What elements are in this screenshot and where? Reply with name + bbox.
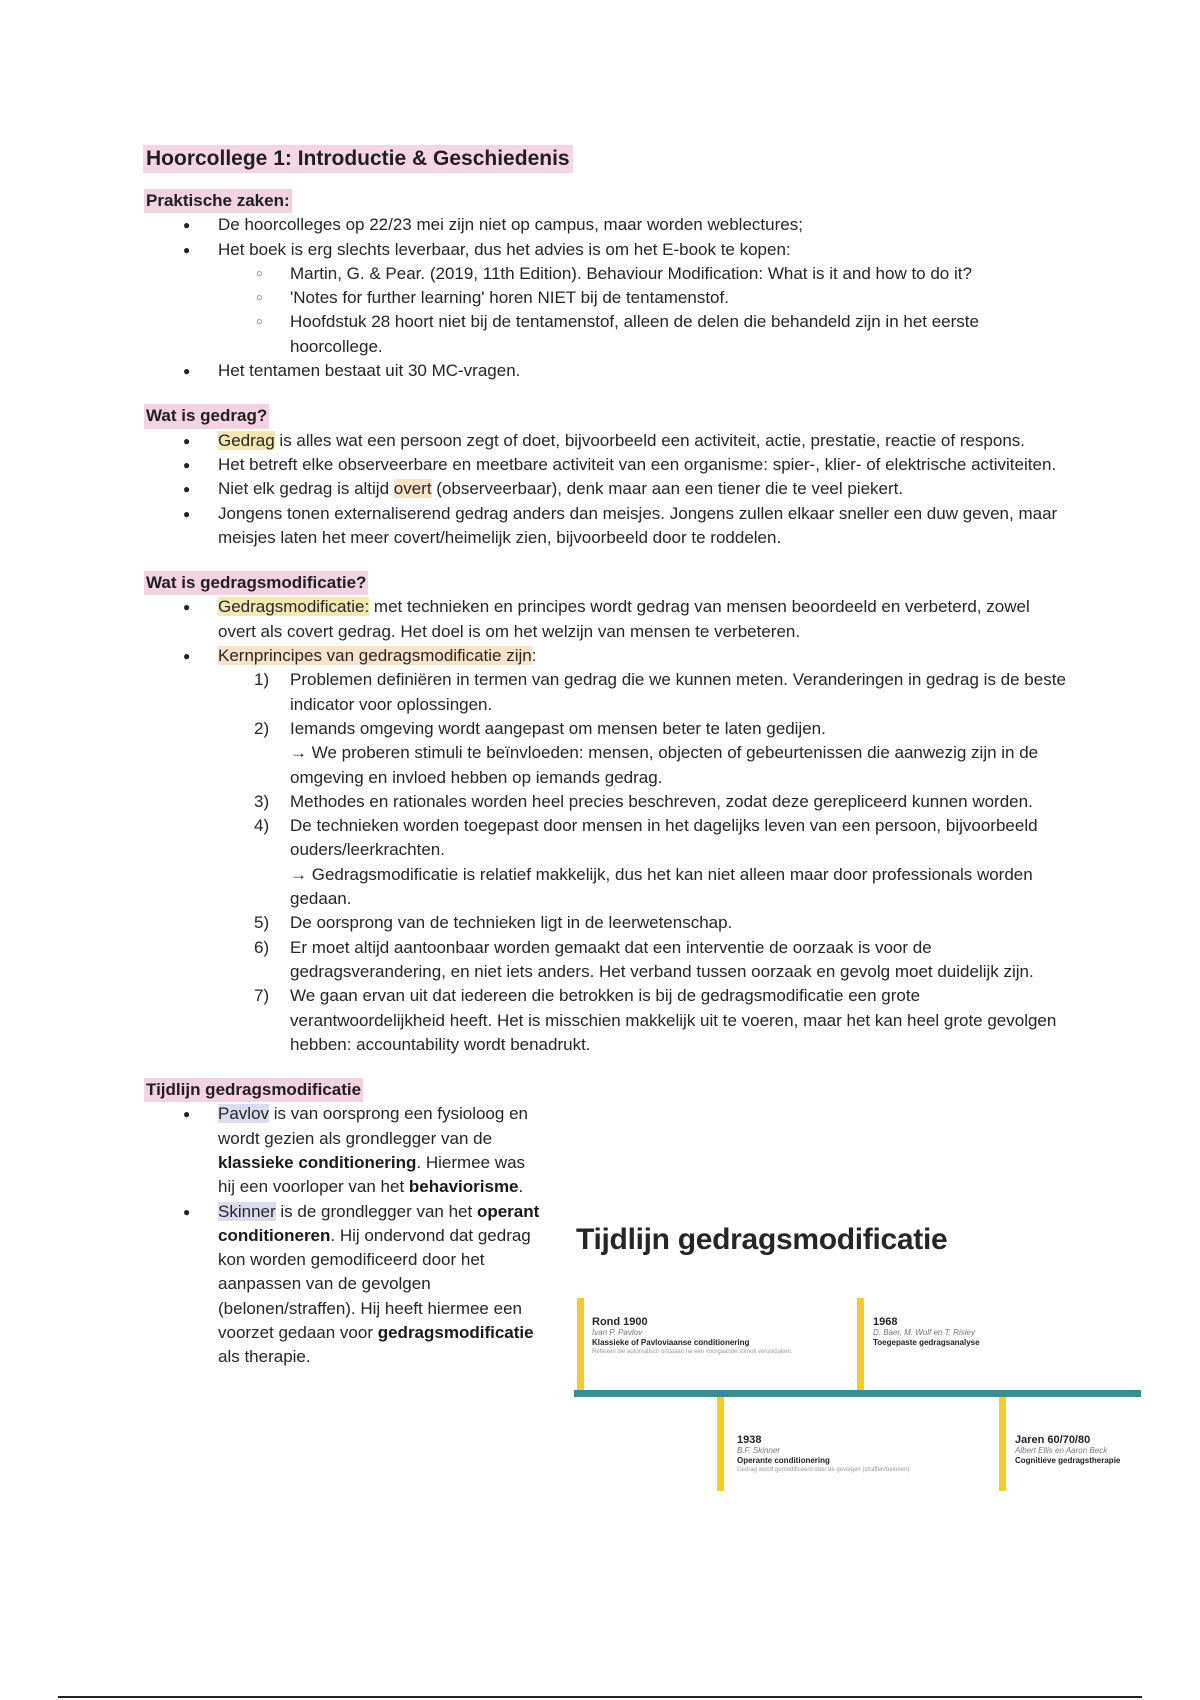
page-title: Hoorcollege 1: Introductie & Geschiedenis	[146, 145, 1066, 173]
list-item: ● Gedrag is alles wat een persoon zegt of doet, bijvoorbeeld een activiteit, actie, prestatie, reactie of respons.	[146, 429, 1066, 453]
list-item: ● Kernprincipes van gedragsmodificatie zijn:	[146, 644, 1066, 668]
highlighted-term: Skinner	[218, 1201, 276, 1221]
list-item: ● Niet elk gedrag is altijd overt (observeerbaar), denk maar aan een tiener die te veel piekert.	[146, 477, 1066, 501]
footer-divider	[58, 1696, 1142, 1698]
numbered-item: 2) Iemands omgeving wordt aangepast om mensen beter te laten gedijen. → We proberen stimuli te beïnvloeden: mensen, objecten of gebeurtenissen die aanwezig zijn in de omgeving en invloed hebben op iemands gedrag.	[254, 718, 1039, 787]
highlighted-term: Gedrag	[218, 430, 275, 450]
list-item: ● De hoorcolleges op 22/23 mei zijn niet op campus, maar worden weblectures;	[146, 213, 1066, 237]
timeline-title: Tijdlijn gedragsmodificatie	[576, 1223, 948, 1256]
section-praktische-zaken	[146, 189, 1066, 383]
timeline-figure	[574, 1222, 1144, 1492]
numbered-list	[146, 668, 1066, 1057]
list-item: ● Gedragsmodificatie: met technieken en principes wordt gedrag van mensen beoordeeld en verbeterd, zowel overt als covert gedrag. Het doel is om het welzijn van mensen te verbeteren.	[146, 595, 1066, 644]
numbered-item: 3) Methodes en rationales worden heel precies beschreven, zodat deze gerepliceerd kunnen worden.	[254, 791, 1033, 811]
sub-list-item: ○ Martin, G. & Pear. (2019, 11th Edition). Behaviour Modification: What is it and how to do it?	[146, 262, 1066, 286]
list-item: ● Het tentamen bestaat uit 30 MC-vragen.	[146, 359, 1066, 383]
list-item: ● Jongens tonen externaliserend gedrag anders dan meisjes. Jongens zullen elkaar sneller een duw geven, maar meisjes laten het meer covert/heimelijk zien, bijvoorbeeld door te roddelen.	[146, 502, 1066, 551]
timeline-event-1900: Rond 1900 Ivan P. Pavlov Klassieke of Pavloviaanse conditionering Reflexen die automatisch ontstaan na een voorgaande stimuli veroorzaken.	[592, 1316, 793, 1355]
sub-list-item: ○ Hoofdstuk 28 hoort niet bij de tentamenstof, alleen de delen die behandeld zijn in het eerste hoorcollege.	[146, 310, 1066, 359]
section-heading: Wat is gedragsmodificatie?	[144, 571, 368, 595]
timeline-event-1968: 1968 D. Baer, M. Wolf en T. Risley Toegepaste gedragsanalyse	[873, 1316, 980, 1347]
highlighted-term: Kernprincipes van gedragsmodificatie zijn	[218, 646, 532, 666]
section-heading: Tijdlijn gedragsmodificatie	[144, 1078, 363, 1102]
timeline-event-1938: 1938 B.F. Skinner Operante conditionering Gedrag wordt gemodificeerd door de gevolgen (straffen/belonen).	[737, 1434, 911, 1473]
section-heading: Wat is gedrag?	[144, 404, 269, 428]
timeline-stem-1938	[717, 1397, 724, 1491]
numbered-item: 5) De oorsprong van de technieken ligt in de leerwetenschap.	[254, 913, 733, 933]
highlighted-term: overt	[393, 479, 432, 499]
timeline-stem-1900	[577, 1298, 584, 1390]
highlighted-term: Pavlov	[218, 1104, 270, 1124]
bullet-list	[146, 595, 1066, 668]
document-content	[146, 145, 1066, 1370]
list-item: ● Pavlov is van oorsprong een fysioloog en wordt gezien als grondlegger van de klassieke conditionering. Hiermee was hij een voorloper van het behaviorisme.	[146, 1102, 546, 1199]
section-wat-is-gedrag	[146, 404, 1066, 550]
bullet-list	[146, 1102, 546, 1369]
bullet-list	[146, 429, 1066, 550]
numbered-item: 6) Er moet altijd aantoonbaar worden gemaakt dat een interventie de oorzaak is voor de gedragsverandering, en niet iets anders. Het verband tussen oorzaak en gevolg moet duidelijk zijn.	[254, 937, 1034, 981]
section-heading: Praktische zaken:	[144, 189, 292, 213]
section-wat-is-gedragsmodificatie	[146, 571, 1066, 1057]
section-tijdlijn	[146, 1078, 546, 1370]
timeline-stem-1968	[857, 1298, 864, 1390]
list-item: ● Het boek is erg slechts leverbaar, dus het advies is om het E-book te kopen:	[146, 238, 1066, 262]
list-item: ● Skinner is de grondlegger van het operant conditioneren. Hij ondervond dat gedrag kon worden gemodificeerd door het aanpassen van de gevolgen (belonen/straffen). Hij heeft hiermee een voorzet gedaan voor gedragsmodificatie als therapie.	[146, 1200, 546, 1370]
sub-list-item: ○ 'Notes for further learning' horen NIET bij de tentamenstof.	[146, 286, 1066, 310]
numbered-item: 4) De technieken worden toegepast door mensen in het dagelijks leven van een persoon, bijvoorbeeld ouders/leerkrachten. → Gedragsmodificatie is relatief makkelijk, dus het kan niet alleen maar door professionals worden gedaan.	[254, 816, 1038, 909]
numbered-item: 7) We gaan ervan uit dat iedereen die betrokken is bij de gedragsmodificatie een grote verantwoordelijkheid heeft. Het is misschien makkelijk uit te voeren, maar het kan heel grote gevolgen hebben: accountability wordt benadrukt.	[254, 986, 1057, 1054]
numbered-item: 1) Problemen definiëren in termen van gedrag die we kunnen meten. Veranderingen in gedrag is de beste indicator voor oplossingen.	[254, 670, 1066, 714]
timeline-axis	[574, 1390, 1141, 1397]
highlighted-term: Gedragsmodificatie:	[218, 597, 370, 617]
list-item: ● Het betreft elke observeerbare en meetbare activiteit van een organisme: spier-, klier- of elektrische activiteiten.	[146, 453, 1066, 477]
timeline-stem-jaren	[999, 1397, 1006, 1491]
bullet-list	[146, 213, 1066, 383]
timeline-event-jaren: Jaren 60/70/80 Albert Ellis en Aaron Beck Cognitieve gedragstherapie	[1015, 1434, 1121, 1465]
